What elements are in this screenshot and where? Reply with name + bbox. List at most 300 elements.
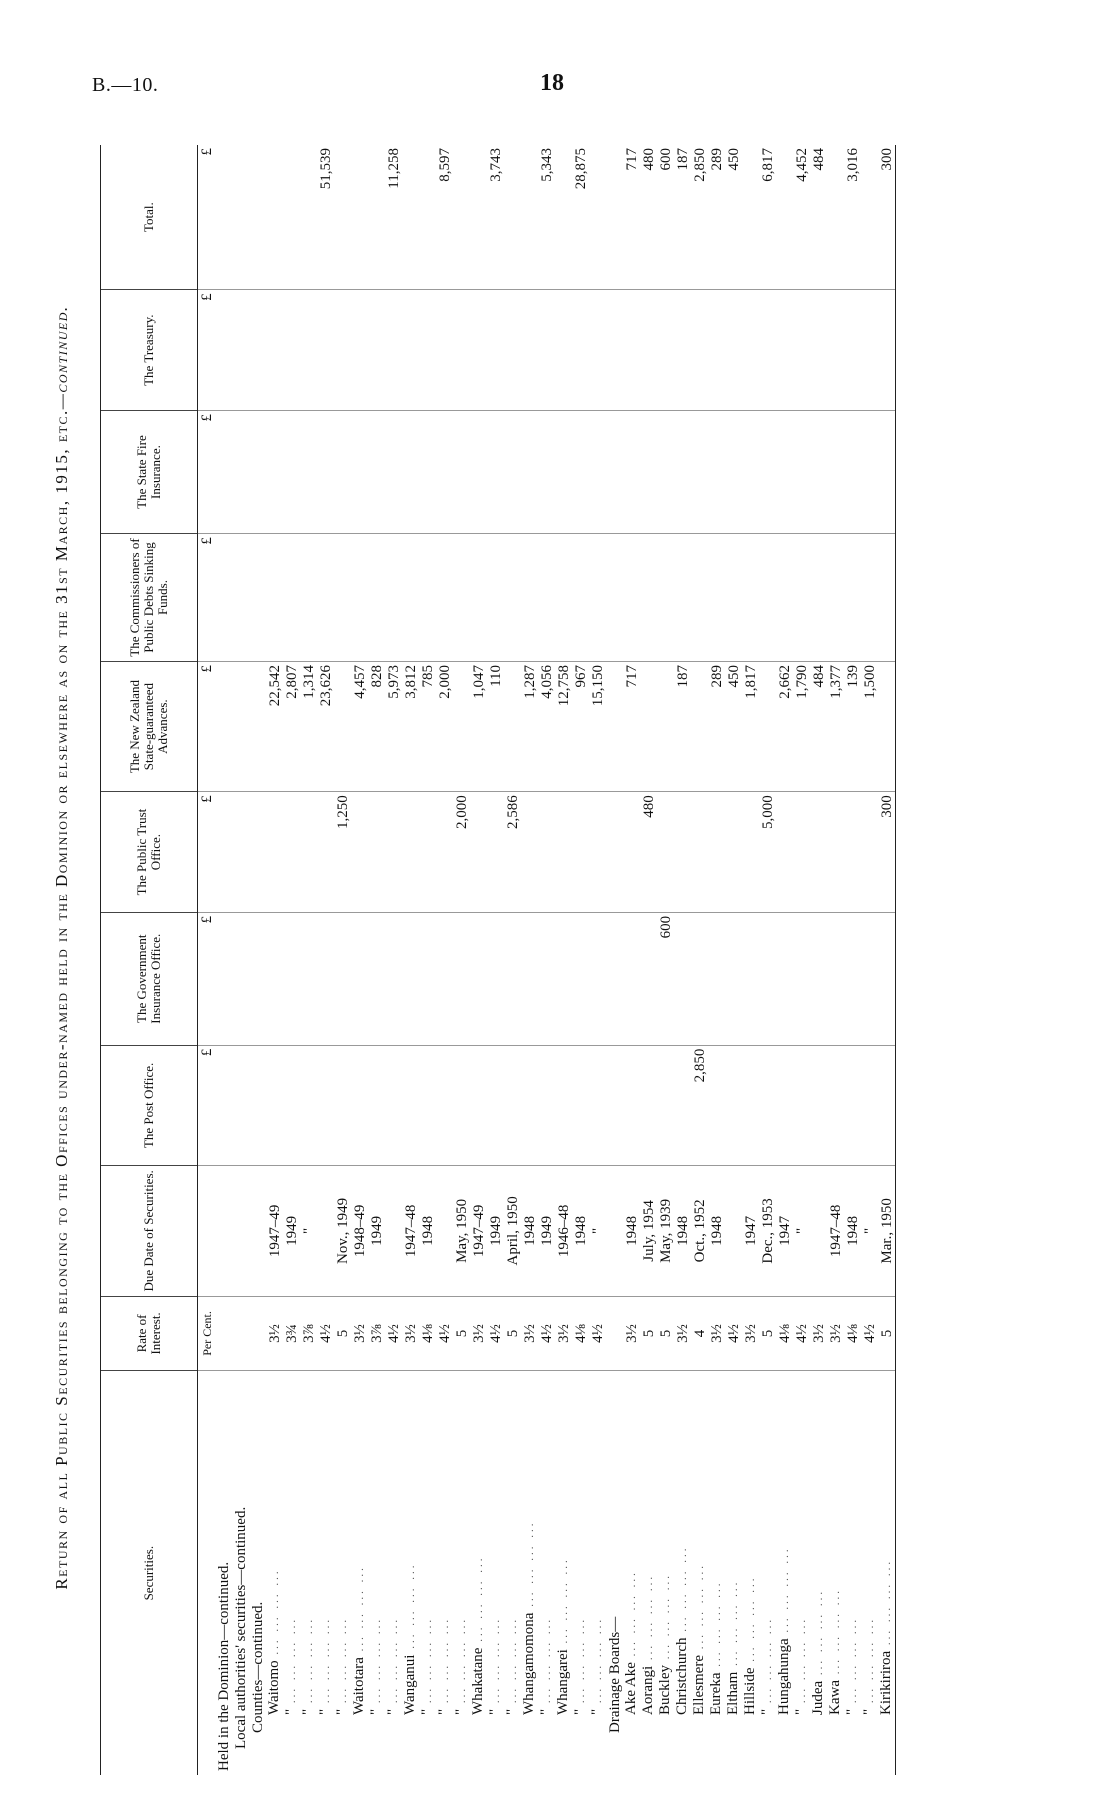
rate-cell: 4½ [487,1296,504,1371]
sinking-funds-cell [419,534,436,662]
public-trust-unit: £ [198,792,216,913]
government-insurance-cell [572,912,589,1045]
due-date-cell: Dec., 1953 [759,1166,776,1296]
due-date-cell: 1948 [419,1166,436,1296]
due-date-cell [249,1166,266,1296]
rate-cell: 3½ [623,1296,640,1371]
running-header [0,0,1114,110]
leader-dots: ... ... ... ... [320,1616,332,1709]
due-date-cell [232,1166,249,1296]
public-trust-cell [487,792,504,913]
state-guaranteed-advances-cell [606,661,623,791]
post-office-cell [249,1045,266,1166]
due-date-cell [385,1166,402,1296]
treasury-cell [487,290,504,411]
government-insurance-cell [623,912,640,1045]
treasury-cell [674,290,691,411]
post-office-cell [878,1045,896,1166]
state-guaranteed-advances-cell: 15,150 [589,661,606,791]
rate-unit: Per Cent. [198,1296,216,1371]
table-title-main: Return of all Public Securities belonging to the Offices under-named held in the Dominion or elsewhere as on the 31st March, 1915, etc. [52,409,71,1590]
treasury-cell [606,290,623,411]
treasury-cell [368,290,385,411]
total-cell [232,145,249,290]
sinking-funds-cell [368,534,385,662]
treasury-cell [810,290,827,411]
due-date-cell [436,1166,453,1296]
state-fire-insurance-cell [861,411,878,534]
state-guaranteed-advances-cell: 23,626 [317,661,334,791]
public-trust-cell [742,792,759,913]
post-office-cell [385,1045,402,1166]
rate-cell: 4⅛ [844,1296,861,1371]
total-cell [861,145,878,290]
public-trust-cell [232,792,249,913]
table-row [538,145,555,1775]
state-fire-insurance-cell [215,411,232,534]
treasury-cell [521,290,538,411]
leader-dots: ... ... ... ... [269,1568,281,1661]
treasury-cell [351,290,368,411]
table-header-row [101,145,198,1775]
government-insurance-cell [249,912,266,1045]
state-fire-insurance-cell [555,411,572,534]
sinking-funds-cell [453,534,470,662]
state-guaranteed-advances-cell: 1,500 [861,661,878,791]
col-header-due-date: Due Date of Securities. [101,1166,198,1296]
security-name-text: " [317,1708,333,1715]
table-row [351,145,368,1775]
table-row [691,145,708,1775]
due-date-cell: July, 1954 [640,1166,657,1296]
sinking-funds-cell [776,534,793,662]
due-date-cell: Mar., 1950 [878,1166,896,1296]
state-fire-insurance-cell [300,411,317,534]
state-fire-insurance-cell [742,411,759,534]
rate-cell: 3½ [470,1296,487,1371]
post-office-cell [793,1045,810,1166]
rate-cell: 5 [453,1296,470,1371]
total-cell: 717 [623,145,640,290]
total-cell [776,145,793,290]
public-trust-cell [810,792,827,913]
state-fire-insurance-cell [436,411,453,534]
col-header-state-guaranteed-advances: The New Zealand State-guaranteed Advances. [101,661,198,791]
state-guaranteed-advances-cell: 450 [725,661,742,791]
security-name-text: " [844,1708,860,1715]
security-name [283,1371,300,1775]
due-date-cell: " [793,1166,810,1296]
leader-dots: ... ... ... ... [592,1616,604,1709]
leader-dots: ... ... ... ... [813,1588,825,1681]
leader-dots: ... ... ... ... [524,1520,536,1613]
rate-cell: 3½ [708,1296,725,1371]
government-insurance-cell [810,912,827,1045]
table-row [572,145,589,1775]
post-office-cell [402,1045,419,1166]
state-fire-insurance-cell [708,411,725,534]
security-name-text: " [436,1708,452,1715]
government-insurance-cell [521,912,538,1045]
state-guaranteed-advances-cell: 785 [419,661,436,791]
post-office-cell [300,1045,317,1166]
post-office-unit: £ [198,1045,216,1166]
total-cell: 3,743 [487,145,504,290]
col-header-securities: Securities. [101,1371,198,1775]
post-office-cell [555,1045,572,1166]
rate-cell [606,1296,623,1371]
group-heading [606,1371,623,1775]
rate-cell: 4½ [861,1296,878,1371]
treasury-cell [589,290,606,411]
state-fire-insurance-cell [538,411,555,534]
treasury-cell [249,290,266,411]
table-row [657,145,674,1775]
rate-cell: 4⅛ [419,1296,436,1371]
sinking-funds-cell [334,534,351,662]
state-guaranteed-advances-cell: 2,662 [776,661,793,791]
page-number: 18 [540,70,564,96]
security-name-text: " [487,1708,503,1715]
total-cell: 6,817 [759,145,776,290]
security-name [334,1371,351,1775]
landscape-page [22,110,1102,1785]
due-date-cell: 1948 [521,1166,538,1296]
currency-unit-row [198,145,216,1775]
leader-dots: ... ... ... ... [677,1545,689,1638]
due-date-cell: " [300,1166,317,1296]
total-cell [589,145,606,290]
security-name [453,1371,470,1775]
post-office-cell [674,1045,691,1166]
leader-dots: ... ... ... ... [354,1565,366,1658]
post-office-cell [572,1045,589,1166]
state-guaranteed-advances-cell: 110 [487,661,504,791]
public-trust-cell [623,792,640,913]
security-name-text: " [283,1708,299,1715]
security-name-text: Kawa [827,1680,843,1715]
government-insurance-cell [385,912,402,1045]
rate-cell: 5 [759,1296,776,1371]
rate-cell: 4½ [538,1296,555,1371]
leader-dots: ... ... ... ... [762,1616,774,1709]
security-name-text: Kirikiriroa [878,1650,894,1715]
security-name-text: Eureka [708,1672,724,1715]
due-date-cell: 1948 [623,1166,640,1296]
table-row [283,145,300,1775]
rate-cell: 5 [334,1296,351,1371]
security-name [861,1371,878,1775]
state-fire-insurance-cell [249,411,266,534]
treasury-cell [436,290,453,411]
table-row [300,145,317,1775]
total-cell: 2,850 [691,145,708,290]
due-date-cell: Oct., 1952 [691,1166,708,1296]
rate-cell: 3½ [351,1296,368,1371]
table-row [708,145,725,1775]
treasury-cell [283,290,300,411]
public-trust-cell [266,792,283,913]
post-office-cell [419,1045,436,1166]
post-office-cell [215,1045,232,1166]
post-office-cell [266,1045,283,1166]
state-fire-insurance-cell [487,411,504,534]
rate-cell: 3½ [810,1296,827,1371]
government-insurance-cell [215,912,232,1045]
security-name-text: Ake Ake [623,1662,639,1715]
post-office-cell [521,1045,538,1166]
public-trust-cell [215,792,232,913]
col-header-post-office: The Post Office. [101,1045,198,1166]
treasury-cell [385,290,402,411]
state-fire-insurance-cell [283,411,300,534]
due-date-cell: 1948 [844,1166,861,1296]
treasury-cell [844,290,861,411]
total-cell: 28,875 [572,145,589,290]
public-trust-cell [674,792,691,913]
state-guaranteed-advances-cell: 1,287 [521,661,538,791]
treasury-cell [691,290,708,411]
rate-cell: 3⅞ [300,1296,317,1371]
government-insurance-cell [640,912,657,1045]
public-trust-cell [708,792,725,913]
post-office-cell [368,1045,385,1166]
rate-cell [232,1296,249,1371]
public-trust-cell [249,792,266,913]
due-date-cell: 1946–48 [555,1166,572,1296]
leader-dots: ... ... ... ... [558,1557,570,1650]
treasury-cell [708,290,725,411]
government-insurance-cell [776,912,793,1045]
leader-dots: ... ... ... ... [694,1563,706,1656]
table-row [793,145,810,1775]
security-name-text: " [368,1708,384,1715]
table-row [555,145,572,1775]
leader-dots: ... ... ... ... [796,1616,808,1709]
security-name-text: Local authorities' securities—continued. [232,1506,249,1749]
government-insurance-cell [300,912,317,1045]
state-guaranteed-advances-cell: 5,973 [385,661,402,791]
sinking-funds-cell [725,534,742,662]
state-fire-insurance-cell [623,411,640,534]
treasury-cell [470,290,487,411]
security-name-text: Judea [810,1680,826,1715]
state-fire-insurance-cell [521,411,538,534]
government-insurance-cell [589,912,606,1045]
total-cell [283,145,300,290]
treasury-cell [402,290,419,411]
post-office-cell [759,1045,776,1166]
due-date-cell: 1947–49 [470,1166,487,1296]
rate-cell: 3½ [402,1296,419,1371]
leader-dots: ... ... ... ... [779,1546,791,1639]
leader-dots: ... ... ... ... [864,1616,876,1709]
sinking-funds-cell [572,534,589,662]
security-name-text: Hungahunga [776,1638,792,1715]
state-guaranteed-advances-cell [878,661,896,791]
table-row [759,145,776,1775]
sinking-funds-cell [402,534,419,662]
security-name [674,1371,691,1775]
state-guaranteed-advances-cell: 1,377 [827,661,844,791]
treasury-cell [419,290,436,411]
table-row [827,145,844,1775]
table-row [623,145,640,1775]
government-insurance-cell [538,912,555,1045]
total-cell [215,145,232,290]
public-trust-cell [402,792,419,913]
government-insurance-cell [368,912,385,1045]
security-name [555,1371,572,1775]
table-row [878,145,896,1775]
rate-cell: 5 [504,1296,521,1371]
security-name-text: " [861,1708,877,1715]
government-insurance-cell [759,912,776,1045]
sinking-funds-cell [232,534,249,662]
public-trust-cell [844,792,861,913]
state-guaranteed-advances-cell [691,661,708,791]
security-name [402,1371,419,1775]
state-guaranteed-advances-cell [334,661,351,791]
total-cell [368,145,385,290]
state-fire-insurance-cell [844,411,861,534]
table-row [385,145,402,1775]
post-office-cell [334,1045,351,1166]
security-name-text: Wanganui [402,1654,418,1715]
state-guaranteed-advances-cell: 4,056 [538,661,555,791]
security-name [572,1371,589,1775]
government-insurance-cell [334,912,351,1045]
treasury-cell [725,290,742,411]
total-cell: 8,597 [436,145,453,290]
government-insurance-cell [606,912,623,1045]
sinking-funds-cell [385,534,402,662]
state-fire-insurance-cell [351,411,368,534]
post-office-cell [538,1045,555,1166]
public-trust-cell [589,792,606,913]
security-name-text: Christchurch [674,1637,690,1715]
rate-cell: 4⅛ [776,1296,793,1371]
security-name [419,1371,436,1775]
rate-cell: 4 [691,1296,708,1371]
table-row [368,145,385,1775]
leader-dots: ... ... ... ... [405,1562,417,1655]
due-date-cell: 1948 [708,1166,725,1296]
government-insurance-cell [742,912,759,1045]
table-title-continued: —continued. [52,305,71,410]
state-guaranteed-advances-cell: 967 [572,661,589,791]
public-trust-cell [538,792,555,913]
security-name-text: Whangamomona [521,1612,537,1715]
treasury-cell [232,290,249,411]
sinking-funds-cell [640,534,657,662]
due-date-cell [725,1166,742,1296]
rate-cell: 3½ [674,1296,691,1371]
security-name [810,1371,827,1775]
table-row [742,145,759,1775]
table-row [861,145,878,1775]
state-guaranteed-advances-cell: 289 [708,661,725,791]
security-name-text: " [300,1708,316,1715]
treasury-cell [504,290,521,411]
state-fire-insurance-cell [793,411,810,534]
leader-dots: ... ... ... ... [541,1616,553,1709]
treasury-cell [453,290,470,411]
leader-dots: ... ... ... ... [439,1616,451,1709]
rate-cell: 4½ [793,1296,810,1371]
state-fire-insurance-cell [334,411,351,534]
post-office-cell [657,1045,674,1166]
security-name [725,1371,742,1775]
post-office-cell [487,1045,504,1166]
public-trust-cell [691,792,708,913]
public-trust-cell [521,792,538,913]
treasury-cell [776,290,793,411]
total-cell: 5,343 [538,145,555,290]
treasury-cell [266,290,283,411]
security-name-text: Hillside [742,1667,758,1715]
rate-cell: 4½ [317,1296,334,1371]
table-title [52,110,72,1785]
public-trust-cell: 2,000 [453,792,470,913]
securities-cell [198,1371,216,1775]
sinking-funds-cell [521,534,538,662]
total-cell [300,145,317,290]
treasury-cell [657,290,674,411]
due-date-cell: 1948–49 [351,1166,368,1296]
total-cell: 484 [810,145,827,290]
sinking-funds-cell [606,534,623,662]
public-trust-cell [470,792,487,913]
state-guaranteed-advances-cell: 22,542 [266,661,283,791]
leader-dots: ... ... ... ... [728,1579,740,1672]
total-cell [334,145,351,290]
security-name [589,1371,606,1775]
public-trust-cell: 480 [640,792,657,913]
rate-cell: 3½ [521,1296,538,1371]
total-cell [606,145,623,290]
sinking-funds-cell [215,534,232,662]
security-name [623,1371,640,1775]
leader-dots: ... ... ... ... [388,1616,400,1709]
sinking-funds-cell [555,534,572,662]
table-row [487,145,504,1775]
state-guaranteed-advances-unit: £ [198,661,216,791]
security-name-text: Buckley [657,1665,673,1715]
table-group-heading-row [232,145,249,1775]
total-cell [266,145,283,290]
state-guaranteed-advances-cell: 828 [368,661,385,791]
security-name [266,1371,283,1775]
rate-cell [249,1296,266,1371]
total-cell: 11,258 [385,145,402,290]
rate-cell: 5 [657,1296,674,1371]
security-name [368,1371,385,1775]
securities-table [100,145,896,1775]
government-insurance-cell [436,912,453,1045]
state-guaranteed-advances-cell [640,661,657,791]
total-cell [453,145,470,290]
state-fire-insurance-cell [385,411,402,534]
rate-cell: 3½ [742,1296,759,1371]
sinking-funds-cell [538,534,555,662]
public-trust-cell [300,792,317,913]
security-name [487,1371,504,1775]
table-row [589,145,606,1775]
government-insurance-cell [470,912,487,1045]
security-name [759,1371,776,1775]
government-insurance-cell [317,912,334,1045]
